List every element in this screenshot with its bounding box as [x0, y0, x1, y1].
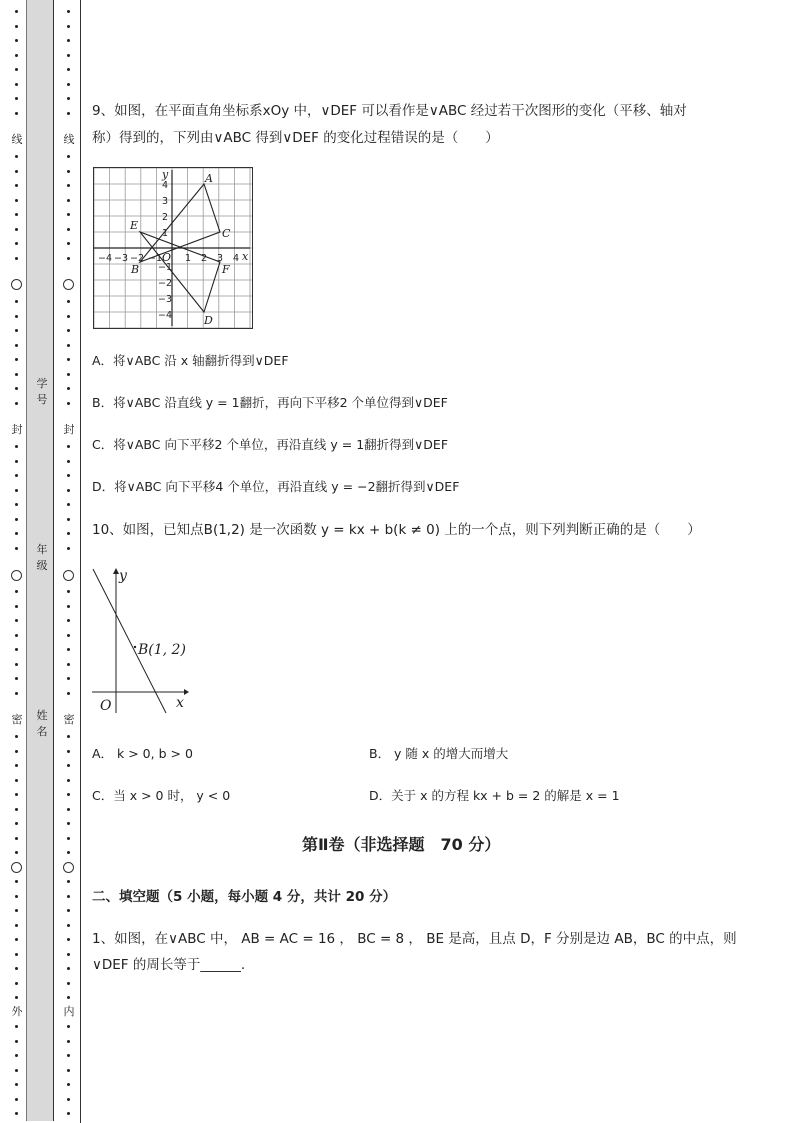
inner-dot-column [64, 0, 74, 1123]
q10-axis-y-label: y [119, 568, 127, 584]
binding-dot [15, 619, 18, 622]
binding-dot [67, 605, 70, 608]
binding-dot [15, 924, 18, 927]
binding-dot [67, 692, 70, 695]
binding-dot [15, 590, 18, 593]
binding-dot [67, 808, 70, 811]
inner-char-mi: 密 [63, 713, 75, 726]
q9-ytick-1: 1 [162, 228, 169, 239]
outer-char-xian: 线 [11, 133, 23, 146]
binding-dot [67, 895, 70, 898]
binding-dot [15, 373, 18, 376]
q9-stem-line1: 9、如图，在平面直角坐标系xOy 中，∨DEF 可以看作是∨ABC 经过若干次图形的变化（平移、轴对 [92, 103, 687, 119]
binding-dot [67, 851, 70, 854]
binding-dot [15, 851, 18, 854]
q9-axis-y-label: y [162, 168, 169, 181]
binding-dot [67, 373, 70, 376]
binding-dot [67, 39, 70, 42]
outer-circle-1 [11, 279, 22, 290]
binding-dot [67, 112, 70, 115]
inner-circle-2 [63, 570, 74, 581]
binding-dot [15, 996, 18, 999]
binding-dot [15, 155, 18, 158]
binding-dot [15, 764, 18, 767]
q10-stem: 10、如图，已知点B(1,2) 是一次函数 y = kx + b(k ≠ 0) 上的一个点，则下列判断正确的是（ ） [92, 522, 701, 538]
binding-dot [67, 199, 70, 202]
q10-point-b [134, 646, 136, 648]
q10-function-line [93, 569, 166, 713]
binding-margin [0, 0, 82, 1123]
binding-dot [67, 344, 70, 347]
binding-dot [67, 10, 70, 13]
binding-dot [15, 329, 18, 332]
binding-dot [15, 83, 18, 86]
q9-xtick-3: 3 [217, 253, 224, 264]
q9-coordinate-figure [92, 166, 254, 330]
binding-dot [67, 1025, 70, 1028]
q9-ytick-n4: −4 [158, 310, 173, 321]
binding-dot [67, 764, 70, 767]
q9-xtick-2: 2 [201, 253, 208, 264]
binding-dot [67, 489, 70, 492]
field-student-id: 学号 [36, 377, 48, 406]
outer-dot-column [12, 0, 22, 1123]
inner-char-xian: 线 [63, 133, 75, 146]
outer-char-wai: 外 [11, 1005, 23, 1018]
binding-dot [67, 54, 70, 57]
binding-dot [67, 315, 70, 318]
binding-dot [15, 938, 18, 941]
q10-axis-x-label: x [176, 695, 184, 711]
q9-stem-line2: 称）得到的，下列由∨ABC 得到∨DEF 的变化过程错误的是（ ） [92, 130, 499, 146]
binding-dot [67, 445, 70, 448]
q9-option-b: B．将∨ABC 沿直线 y = 1翻折，再向下平移2 个单位得到∨DEF [92, 395, 448, 410]
binding-dot [15, 242, 18, 245]
binding-dot [15, 793, 18, 796]
binding-dot [67, 793, 70, 796]
binding-dot [67, 402, 70, 405]
point-a-label: A [205, 172, 213, 185]
outer-circle-3 [11, 862, 22, 873]
binding-dot [15, 300, 18, 303]
binding-dot [15, 402, 18, 405]
binding-dot [15, 518, 18, 521]
q9-ytick-n1: −1 [158, 262, 173, 273]
q9-xtick-4: 4 [233, 253, 240, 264]
binding-dot [67, 982, 70, 985]
binding-dot [15, 344, 18, 347]
binding-dot [15, 315, 18, 318]
binding-dot [15, 25, 18, 28]
field-grade: 年级 [36, 543, 48, 572]
q10-point-b-label: B(1, 2) [138, 642, 186, 658]
binding-dot [15, 1040, 18, 1043]
part2-title: 第Ⅱ卷（非选择题 70 分） [302, 835, 501, 854]
q10-line-figure [92, 565, 192, 717]
binding-dot [15, 532, 18, 535]
binding-dot [67, 634, 70, 637]
binding-dot [15, 10, 18, 13]
q9-origin-label: O [162, 251, 172, 264]
point-f-label: F [222, 263, 230, 276]
binding-dot [67, 967, 70, 970]
binding-dot [15, 808, 18, 811]
point-e-label: E [130, 219, 139, 232]
binding-dot [15, 489, 18, 492]
binding-dot [15, 750, 18, 753]
binding-dot [15, 112, 18, 115]
point-c-label: C [222, 227, 231, 240]
inner-char-feng: 封 [63, 423, 75, 436]
q9-axis-x-label: x [242, 250, 249, 263]
binding-dot [67, 677, 70, 680]
binding-dot [67, 68, 70, 71]
binding-dot [67, 880, 70, 883]
binding-dot [15, 663, 18, 666]
binding-dot [67, 938, 70, 941]
binding-dot [67, 619, 70, 622]
binding-dot [67, 155, 70, 158]
binding-dot [15, 953, 18, 956]
binding-dot [67, 387, 70, 390]
q9-ytick-3: 3 [162, 196, 169, 207]
binding-dot [15, 460, 18, 463]
binding-dot [67, 460, 70, 463]
binding-dot [67, 25, 70, 28]
binding-dot [15, 257, 18, 260]
binding-dot [67, 474, 70, 477]
binding-dot [15, 822, 18, 825]
triangle-def [140, 232, 220, 312]
outer-char-feng: 封 [11, 423, 23, 436]
binding-dot [67, 329, 70, 332]
binding-dot [67, 1054, 70, 1057]
binding-dot [15, 474, 18, 477]
binding-dot [67, 663, 70, 666]
binding-dot [15, 779, 18, 782]
binding-dot [67, 532, 70, 535]
binding-dot [15, 1112, 18, 1115]
binding-dot [15, 170, 18, 173]
binding-dot [15, 39, 18, 42]
binding-dot [15, 184, 18, 187]
triangle-abc [140, 184, 220, 262]
q9-option-a: A．将∨ABC 沿 x 轴翻折得到∨DEF [92, 353, 289, 368]
q9-xtick-n3: −3 [114, 253, 129, 264]
binding-dot [67, 1112, 70, 1115]
binding-dot [15, 54, 18, 57]
binding-dot [15, 1054, 18, 1057]
binding-dot [67, 257, 70, 260]
q10-option-b: B． y 随 x 的增大而增大 [369, 746, 509, 761]
binding-dot [67, 1098, 70, 1101]
q10-origin-label: O [100, 698, 112, 714]
binding-dot [67, 1040, 70, 1043]
binding-dot [15, 68, 18, 71]
binding-dot [67, 648, 70, 651]
binding-dot [15, 1083, 18, 1086]
binding-dot [15, 1069, 18, 1072]
binding-dot [15, 503, 18, 506]
inner-circle-1 [63, 279, 74, 290]
q9-ytick-n3: −3 [158, 294, 173, 305]
inner-circle-3 [63, 862, 74, 873]
fill-q1-line2: ∨DEF 的周长等于______. [92, 957, 246, 973]
binding-dot [15, 909, 18, 912]
binding-dot [15, 213, 18, 216]
fill-q1-line1: 1、如图，在∨ABC 中， AB = AC = 16 ， BC = 8 ， BE 是高，且点 D，F 分别是边 AB，BC 的中点，则 [92, 931, 737, 947]
binding-dot [67, 300, 70, 303]
field-name: 姓名 [36, 709, 48, 738]
binding-dot [67, 228, 70, 231]
binding-dot [15, 648, 18, 651]
binding-dot [67, 83, 70, 86]
outer-char-mi: 密 [11, 713, 23, 726]
point-b-label: B [131, 263, 140, 276]
binding-dot [15, 605, 18, 608]
binding-dot [67, 590, 70, 593]
binding-dot [67, 1083, 70, 1086]
binding-dot [15, 445, 18, 448]
binding-dot [67, 184, 70, 187]
margin-rule [80, 0, 81, 1123]
binding-dot [15, 199, 18, 202]
q10-x-arrow [184, 689, 189, 695]
binding-dot [67, 953, 70, 956]
q9-option-d: D．将∨ABC 向下平移4 个单位，再沿直线 y = −2翻折得到∨DEF [92, 479, 460, 494]
binding-dot [67, 924, 70, 927]
q9-xtick-1: 1 [185, 253, 192, 264]
point-d-label: D [204, 314, 213, 327]
binding-dot [15, 358, 18, 361]
q10-option-d: D．关于 x 的方程 kx + b = 2 的解是 x = 1 [369, 788, 620, 803]
binding-dot [15, 982, 18, 985]
binding-dot [15, 634, 18, 637]
q9-option-c: C．将∨ABC 向下平移2 个单位，再沿直线 y = 1翻折得到∨DEF [92, 437, 449, 452]
q10-option-c: C．当 x > 0 时， y < 0 [92, 788, 231, 803]
binding-dot [15, 692, 18, 695]
binding-dot [15, 387, 18, 390]
binding-dot [15, 837, 18, 840]
q10-option-a: A． k > 0, b > 0 [92, 746, 193, 761]
binding-dot [67, 779, 70, 782]
binding-dot [15, 228, 18, 231]
fill-in-section-heading: 二、填空题（5 小题，每小题 4 分，共计 20 分） [92, 889, 397, 905]
binding-dot [67, 909, 70, 912]
q9-ytick-4: 4 [162, 180, 169, 191]
binding-dot [67, 822, 70, 825]
inner-char-nei: 内 [63, 1005, 75, 1018]
binding-dot [15, 547, 18, 550]
binding-dot [67, 242, 70, 245]
binding-dot [67, 547, 70, 550]
binding-dot [67, 837, 70, 840]
binding-dot [67, 996, 70, 999]
q9-ytick-2: 2 [162, 212, 169, 223]
binding-dot [67, 735, 70, 738]
binding-dot [15, 677, 18, 680]
binding-dot [67, 213, 70, 216]
binding-dot [67, 750, 70, 753]
q9-xtick-n1: −1 [148, 253, 163, 264]
binding-dot [67, 518, 70, 521]
q9-ytick-n2: −2 [158, 278, 173, 289]
binding-dot [15, 1025, 18, 1028]
binding-dot [67, 358, 70, 361]
binding-dot [67, 503, 70, 506]
binding-dot [67, 170, 70, 173]
q9-xtick-n2: −2 [130, 253, 145, 264]
binding-dot [15, 735, 18, 738]
binding-dot [15, 880, 18, 883]
binding-dot [15, 97, 18, 100]
binding-dot [67, 1069, 70, 1072]
binding-dot [67, 97, 70, 100]
outer-circle-2 [11, 570, 22, 581]
binding-dot [15, 967, 18, 970]
binding-dot [15, 1098, 18, 1101]
q9-xtick-n4: −4 [98, 253, 113, 264]
binding-dot [15, 895, 18, 898]
